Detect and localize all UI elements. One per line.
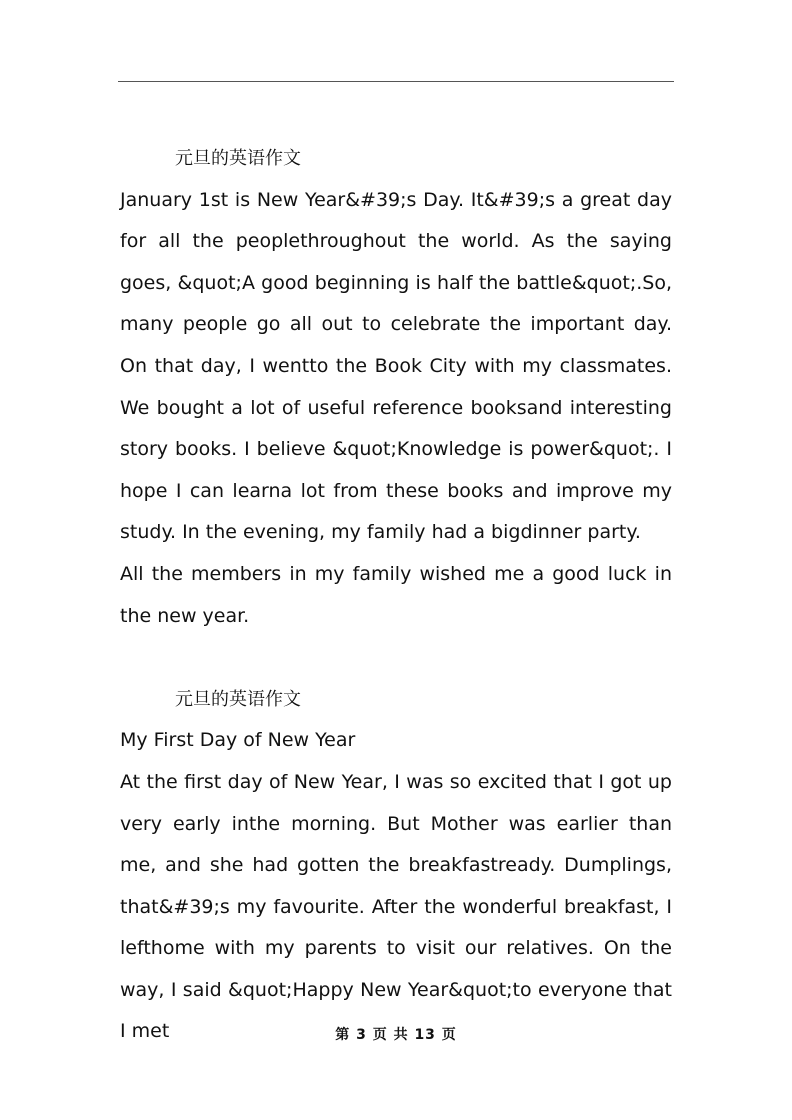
paragraph: January 1st is New Year&#39;s Day. It&#39;s a great day for all the peoplethroughout the world. As the saying goes, &quot;A good beginning is half the battle&quot;.So, many people go all out to celebrate the important day. On that day, I wentto the Book City with my classmates. We bought a lot of useful reference booksand interesting story books. I believe &quot;Knowledge is power&quot;. I hope I can learna lot from these books and improve my study. In the evening, my family had a bigdinner party. bbox=[120, 188, 672, 544]
section-gap bbox=[120, 637, 672, 679]
paragraph: At the first day of New Year, I was so excited that I got up very early inthe morning. But Mother was earlier than me, and she had gotten the breakfastready. Dumplings, that&#39;s my favourite. After the wonderful breakfast, I lefthome with my parents to visit our relatives. On the way, I said &quot;Happy New Year&quot;to everyone that I met bbox=[120, 770, 672, 1043]
header-rule bbox=[118, 81, 674, 82]
essay-title: My First Day of New Year bbox=[120, 729, 356, 752]
section-heading: 元旦的英语作文 bbox=[175, 688, 301, 710]
page-number: 第 3 页 共 13 页 bbox=[335, 1027, 457, 1043]
paragraph: All the members in my family wished me a good luck in the new year. bbox=[120, 562, 672, 627]
section-heading: 元旦的英语作文 bbox=[175, 148, 301, 169]
document-body bbox=[120, 138, 672, 1053]
